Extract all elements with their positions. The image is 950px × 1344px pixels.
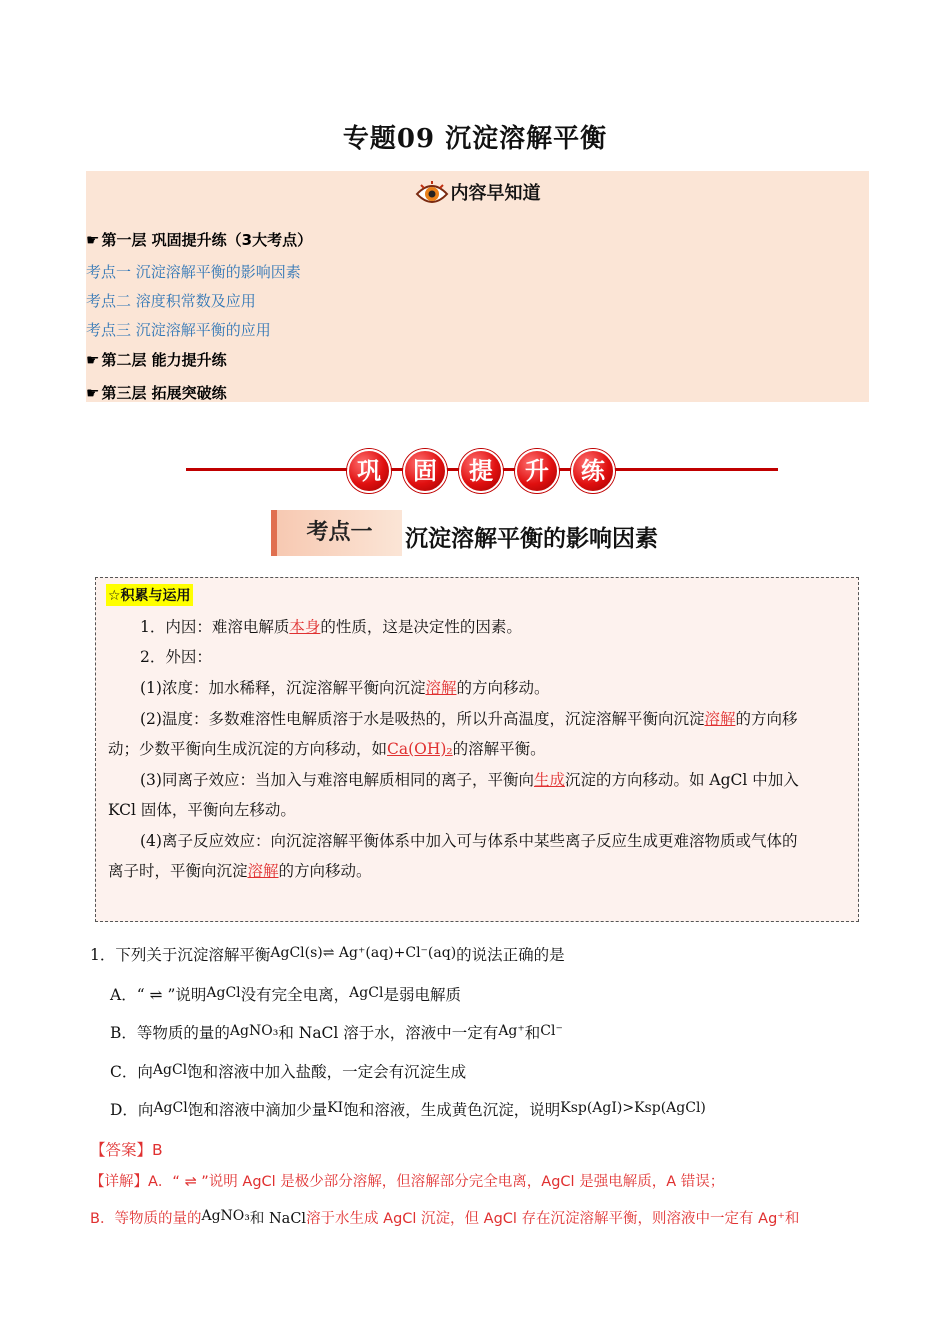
knowledge-line: 动；少数平衡向生成沉淀的方向移动，如Ca(OH)₂的溶解平衡。 [108,740,546,758]
answer-label: 【答案】B [90,1141,163,1159]
level-3-label: 第三层 拓展突破练 [101,384,227,402]
option-b[interactable]: B．等物质的量的AgNO₃和 NaCl 溶于水，溶液中一定有Ag⁺和Cl⁻ [110,1023,563,1042]
question-stem: 1．下列关于沉淀溶解平衡AgCl(s)⇌ Ag⁺(aq)+Cl⁻(aq)的说法正确的是 [90,945,565,964]
banner-char: 升 [515,449,559,493]
answer-detail: B．等物质的量的AgNO₃和 NaCl溶于水生成 AgCl 沉淀，但 AgCl 存在沉淀溶解平衡，则溶液中一定有 Ag⁺和 [90,1208,800,1227]
banner-char: 巩 [347,449,391,493]
section-title: 沉淀溶解平衡的影响因素 [405,526,658,552]
page-title: 专题09 沉淀溶解平衡 [342,124,608,154]
knowledge-line: (4)离子反应效应：向沉淀溶解平衡体系中加入可与体系中某些离子反应生成更难溶物质或气体的 [140,832,798,850]
banner-char: 固 [403,449,447,493]
overview-heading-text: 内容早知道 [450,183,541,204]
kp2-link[interactable]: 考点二 溶度积常数及应用 [86,292,256,310]
option-a[interactable]: A．“ ⇌ ”说明AgCl没有完全电离，AgCl是弱电解质 [110,985,461,1004]
pointing-hand-icon: ☛ [86,231,100,249]
overview-box [86,171,869,402]
knowledge-box [95,577,859,922]
pointing-hand-icon: ☛ [86,351,100,369]
knowledge-line: KCl 固体，平衡向左移动。 [108,801,296,819]
option-d[interactable]: D．向AgCl饱和溶液中滴加少量KI饱和溶液，生成黄色沉淀，说明Ksp(AgI)>Ksp(AgCl) [110,1100,706,1119]
answer-detail: 【详解】A．“ ⇌ ”说明 AgCl 是极少部分溶解，但溶解部分完全电离，AgCl 是强电解质，A 错误； [90,1174,725,1190]
level-1-label: 第一层 巩固提升练（3大考点） [101,231,313,249]
kp1-link[interactable]: 考点一 沉淀溶解平衡的影响因素 [86,263,301,281]
banner-char: 练 [571,449,615,493]
knowledge-line: (2)温度：多数难溶性电解质溶于水是吸热的，所以升高温度，沉淀溶解平衡向沉淀溶解的方向移 [140,710,798,728]
banner-char: 提 [459,449,503,493]
level-2-label: 第二层 能力提升练 [101,351,227,369]
kp3-link[interactable]: 考点三 沉淀溶解平衡的应用 [86,321,271,339]
knowledge-line: 2．外因： [140,648,212,666]
overview-heading [86,179,869,208]
knowledge-line: (1)浓度：加水稀释，沉淀溶解平衡向沉淀溶解的方向移动。 [140,679,550,697]
knowledge-line: 1．内因：难溶电解质本身的性质，这是决定性的因素。 [140,618,522,636]
level-1-line [86,229,312,250]
section-tag: 考点一 [271,510,402,556]
level-3-line [86,382,227,403]
knowledge-line: (3)同离子效应：当加入与难溶电解质相同的离子，平衡向生成沉淀的方向移动。如 AgCl 中加入 [140,771,799,789]
eye-icon [415,180,449,208]
pointing-hand-icon: ☛ [86,384,100,402]
knowledge-line: 离子时，平衡向沉淀溶解的方向移动。 [108,862,372,880]
option-c[interactable]: C．向AgCl饱和溶液中加入盐酸，一定会有沉淀生成 [110,1062,467,1081]
level-2-line [86,349,227,370]
knowledge-tag: ☆积累与运用 [106,584,193,606]
